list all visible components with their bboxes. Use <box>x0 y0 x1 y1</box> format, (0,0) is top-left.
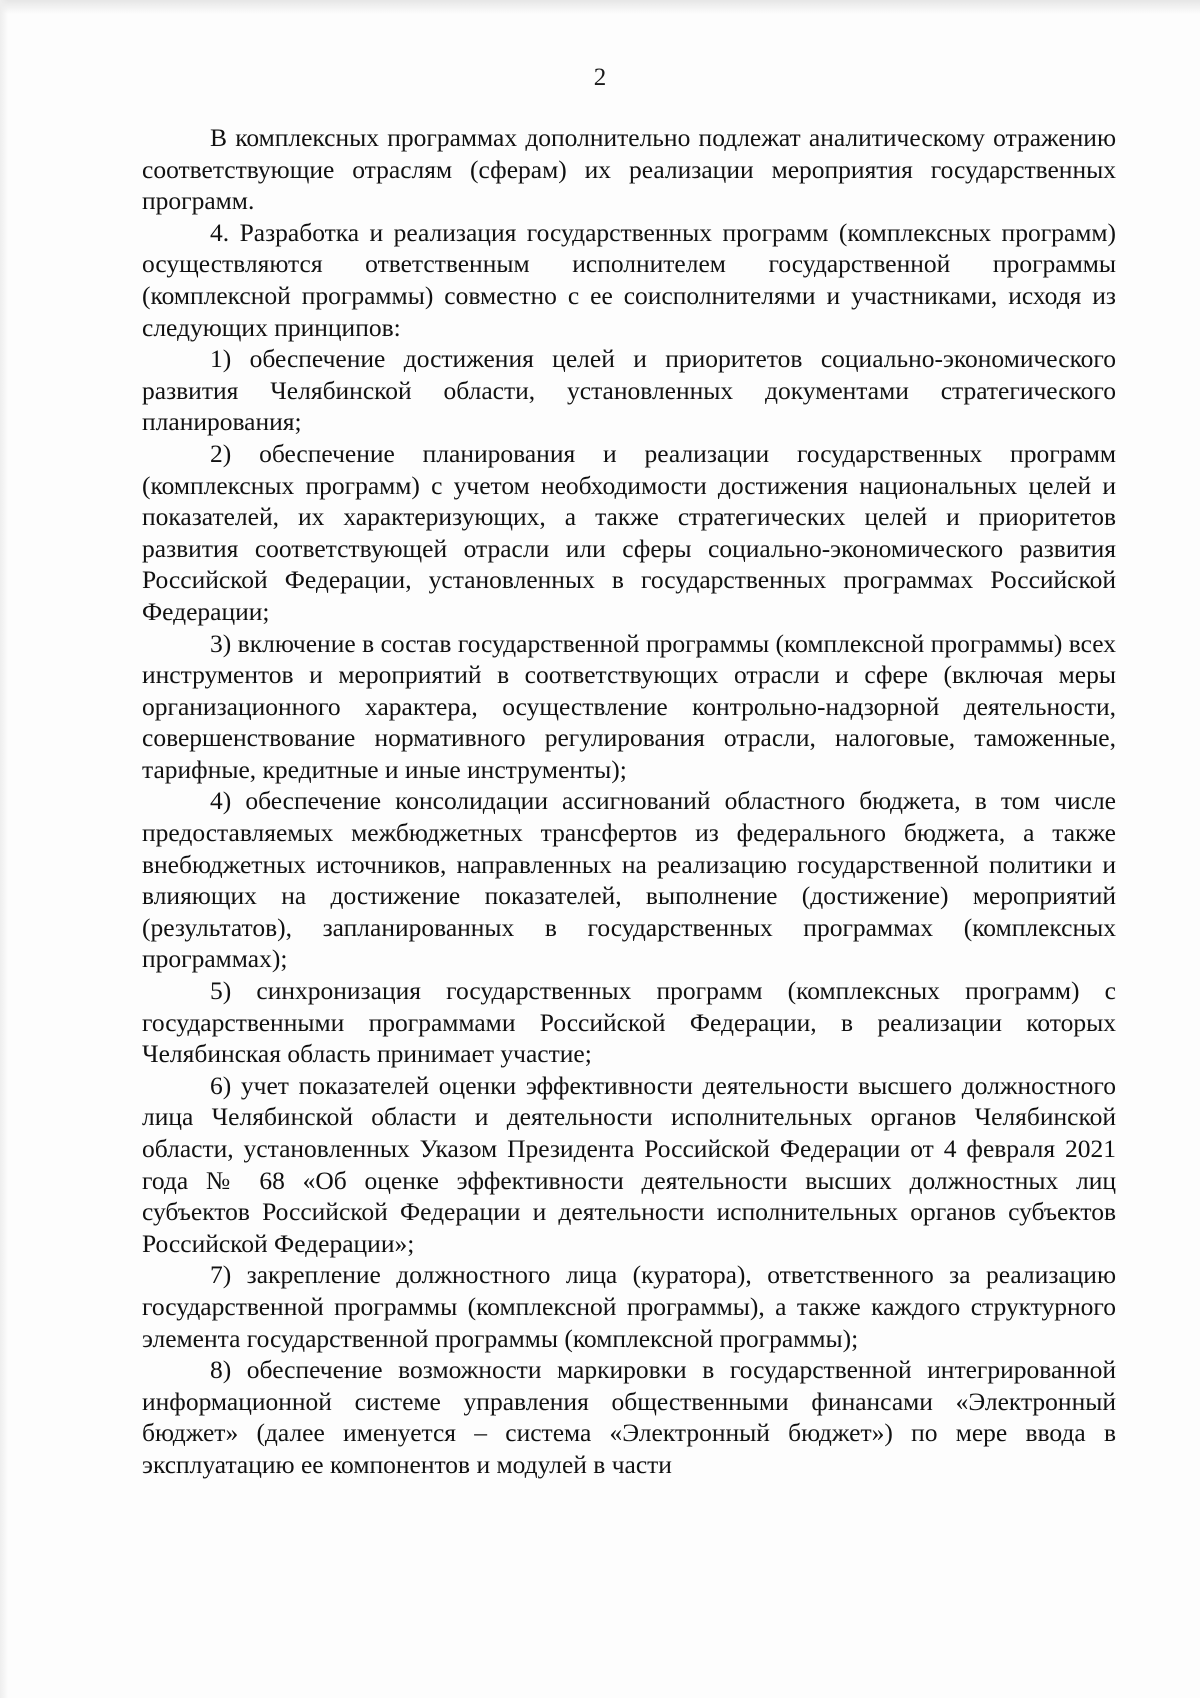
paragraph-item-4-principles: 4. Разработка и реализация государственных программ (комплексных программ) осуществляются ответственным исполнителем государственной программы (комплексной программы) совместно с ее соисполнителями и участниками, исходя из следующих принципов: <box>142 217 1116 342</box>
document-body <box>142 122 1116 1481</box>
paragraph-principle-4: 4) обеспечение консолидации ассигнований областного бюджета, в том числе предоставляемых межбюджетных трансфертов из федерального бюджета, а также внебюджетных источников, направленных на реализацию государственной политики и влияющих на достижение показателей, выполнение (достижение) мероприятий (результатов), запланированных в государственных программах (комплексных программах); <box>142 786 1116 974</box>
paragraph-principle-5: 5) синхронизация государственных программ (комплексных программ) с государственными программами Российской Федерации, в реализации которых Челябинская область принимает участие; <box>142 976 1116 1069</box>
paragraph-principle-7: 7) закрепление должностного лица (куратора), ответственного за реализацию государственной программы (комплексной программы), а также каждого структурного элемента государственной программы (комплексной программы); <box>142 1260 1116 1353</box>
paragraph-principle-6: 6) учет показателей оценки эффективности деятельности высшего должностного лица Челябинской области и деятельности исполнительных органов Челябинской области, установленных Указом Президента Российской Федерации от 4 февраля 2021 года № 68 «Об оценке эффективности деятельности высших должностных лиц субъектов Российской Федерации и деятельности исполнительных органов субъектов Российской Федерации»; <box>142 1070 1116 1258</box>
page-number: 2 <box>593 64 607 91</box>
paragraph-principle-3: 3) включение в состав государственной программы (комплексной программы) всех инструментов и мероприятий в соответствующих отрасли и сфере (включая меры организационного характера, осуществление контрольно-надзорной деятельности, совершенствование нормативного регулирования отрасли, налоговые, таможенные, тарифные, кредитные и иные инструменты); <box>142 628 1116 784</box>
paragraph-principle-2: 2) обеспечение планирования и реализации государственных программ (комплексных программ) с учетом необходимости достижения национальных целей и показателей, их характеризующих, а также стратегических целей и приоритетов развития соответствующей отрасли или сферы социально-экономического развития Российской Федерации, установленных в государственных программах Российской Федерации; <box>142 438 1116 626</box>
paragraph-complex-programs: В комплексных программах дополнительно подлежат аналитическому отражению соответствующие отраслям (сферам) их реализации мероприятия государственных программ. <box>142 123 1116 216</box>
paragraph-principle-8: 8) обеспечение возможности маркировки в государственной интегрированной информационной системе управления общественными финансами «Электронный бюджет» (далее именуется – система «Электронный бюджет») по мере ввода в эксплуатацию ее компонентов и модулей в части <box>142 1355 1116 1479</box>
paragraph-principle-1: 1) обеспечение достижения целей и приоритетов социально-экономического развития Челябинской области, установленных документами стратегического планирования; <box>142 344 1116 437</box>
scan-edge-left <box>0 0 8 1698</box>
scan-edge-top <box>0 0 1200 14</box>
